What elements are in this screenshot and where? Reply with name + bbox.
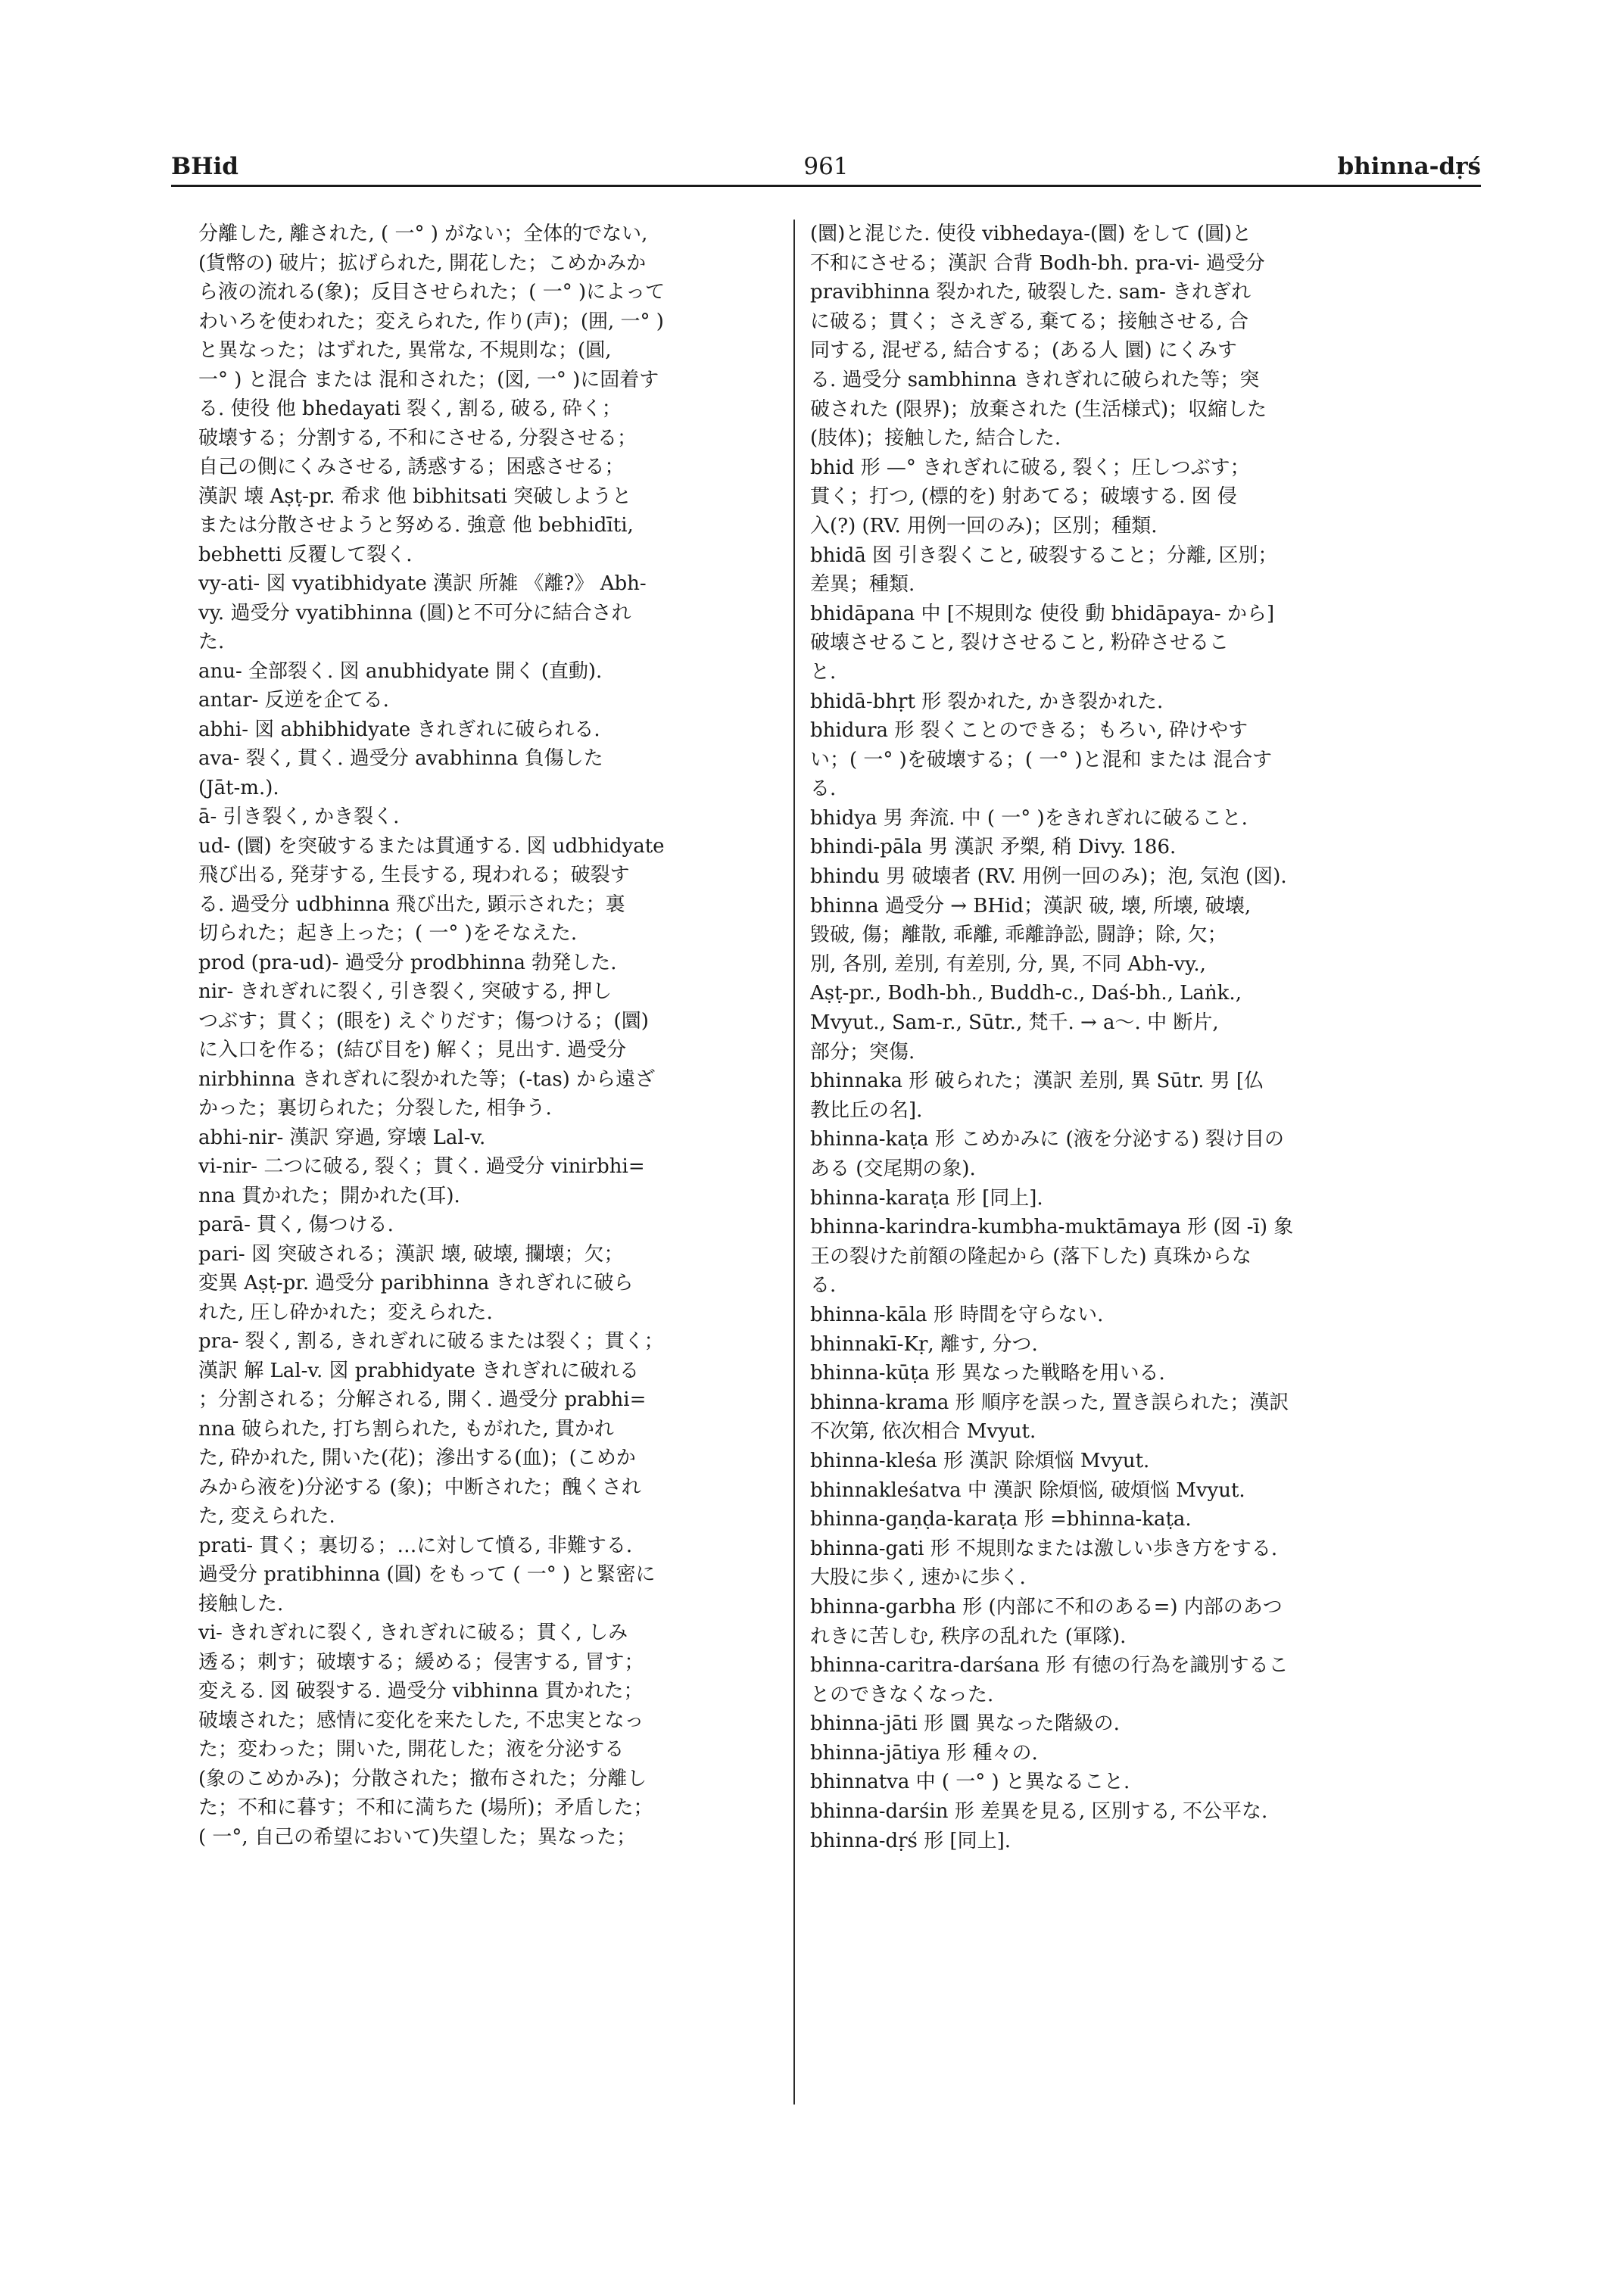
- text-line: bhinnatva 中 ( 一° ) と異なること.: [810, 1771, 1130, 1794]
- text-line: vy. 過受分 vyatibhinna (圓)と不可分に結合され: [198, 601, 631, 625]
- text-line: ud- (圜) を突破するまたは貫通する. 図 udbhidyate: [198, 834, 665, 858]
- text-line: Aṣṭ-pr., Bodh-bh., Buddh-c., Daś-bh., Laṅk.,: [810, 982, 1242, 1005]
- text-line: 不次第, 依次相合 Mvyut.: [810, 1420, 1036, 1444]
- text-line: る. 過受分 sambhinna きれぎれに破られた等；突: [810, 368, 1260, 391]
- text-line: vi- きれぎれに裂く, きれぎれに破る；貫く, しみ: [198, 1622, 628, 1644]
- text-line: 貫く；打つ, (標的を) 射あてる；破壊する. 囡 侵: [810, 485, 1237, 509]
- text-line: bhinna-kūṭa 形 異なった戦略を用いる.: [810, 1362, 1165, 1385]
- text-line: (肢体)；接触した, 結合した.: [810, 427, 1061, 450]
- text-line: 一° ) と混合 または 混和された；(図, 一° )に固着す: [198, 368, 659, 391]
- text-line: れきに苦しむ, 秩序の乱れた (軍隊).: [810, 1625, 1127, 1648]
- text-line: と異なった；はずれた, 異常な, 不規則な；(圓,: [198, 339, 612, 362]
- text-line: 破壊された；感情に変化を来たした, 不忠実となっ: [198, 1709, 644, 1732]
- text-line: bhid 形 —° きれぎれに破る, 裂く；圧しつぶす；: [810, 456, 1250, 479]
- text-line: に破る；貫く；さえぎる, 棄てる；接触させる, 合: [810, 310, 1249, 333]
- text-line: た；不和に暮す；不和に満ちた (場所)；矛盾した；: [198, 1796, 653, 1819]
- text-line: nna 貫かれた；開かれた(耳).: [198, 1184, 460, 1207]
- text-line: abhi- 図 abhibhidyate きれぎれに破られる.: [198, 718, 600, 741]
- text-line: 大股に歩く, 速かに歩く.: [810, 1566, 1026, 1590]
- text-line: 入(?) (RV. 用例一回のみ)；区別；種類.: [810, 514, 1158, 537]
- text-line: bhidā-bhṛt 形 裂かれた, かき裂かれた.: [810, 690, 1164, 713]
- text-line: た；変わった；開いた, 開花した；液を分泌する: [198, 1738, 625, 1761]
- text-line: prod (pra-ud)- 過受分 prodbhinna 勃発した.: [198, 951, 617, 974]
- text-line: bhinnaka 形 破られた；漢訳 差別, 異 Sūtr. 男 [仏: [810, 1070, 1264, 1093]
- text-line: bhinnakleśatva 中 漢訳 除煩悩, 破煩悩 Mvyut.: [810, 1478, 1245, 1502]
- text-line: とのできなくなった.: [810, 1683, 994, 1706]
- text-line: 毀破, 傷；離散, 乖離, 乖離諍訟, 闘諍；除, 欠；: [810, 924, 1227, 947]
- text-line: る.: [810, 1274, 837, 1298]
- header-left-guide-word: BHid: [171, 153, 238, 180]
- text-line: abhi-nir- 漢訳 穿過, 穿壊 Lal-v.: [198, 1126, 486, 1149]
- text-line: bhinna-gaṇḍa-karaṭa 形 =bhinna-kaṭa.: [810, 1508, 1192, 1531]
- text-line: 不和にさせる；漢訳 合背 Bodh-bh. pra-vi- 過受分: [810, 251, 1265, 275]
- text-line: bhidā 囡 引き裂くこと, 破裂すること；分離, 区別；: [810, 544, 1278, 567]
- text-line: bebhetti 反覆して裂く.: [198, 543, 413, 566]
- text-line: 別, 各別, 差別, 有差別, 分, 異, 不同 Abh-vy.,: [810, 952, 1206, 976]
- text-line: 漢訳 壊 Aṣṭ-pr. 希求 他 bibhitsati 突破しようと: [198, 484, 632, 508]
- text-line: る.: [810, 777, 837, 801]
- text-line: bhinna-garbha 形 (内部に不和のある=) 内部のあつ: [810, 1595, 1283, 1618]
- text-line: 変える. 図 破裂する. 過受分 vibhinna 貫かれた；: [198, 1680, 644, 1703]
- text-line: ある (交尾期の象).: [810, 1157, 976, 1180]
- text-line: nir- きれぎれに裂く, 引き裂く, 突破する, 押し: [198, 980, 613, 1003]
- text-line: 接触した.: [198, 1592, 284, 1615]
- text-line: parā- 貫く, 傷つける.: [198, 1213, 394, 1236]
- text-line: た.: [198, 631, 225, 653]
- text-line: 破壊する；分割する, 不和にさせる, 分裂させる；: [198, 426, 637, 450]
- text-line: Mvyut., Sam-r., Sūtr., 梵千. → a～. 中 断片,: [810, 1011, 1219, 1035]
- text-line: bhidāpana 中 [不規則な 使役 動 bhidāpaya- から]: [810, 602, 1275, 625]
- text-line: bhindi-pāla 男 漢訳 矛槊, 稍 Divy. 186.: [810, 836, 1177, 859]
- text-line: 変異 Aṣṭ-pr. 過受分 paribhinna きれぎれに破ら: [198, 1272, 634, 1294]
- text-line: bhidura 形 裂くことのできる；もろい, 砕けやす: [810, 719, 1248, 743]
- text-line: nirbhinna きれぎれに裂かれた等；(-tas) から遠ざ: [198, 1067, 656, 1091]
- text-line: た, 砕かれた, 開いた(花)；滲出する(血)；(こめか: [198, 1447, 636, 1469]
- text-line: bhidya 男 奔流. 中 ( 一° )をきれぎれに破ること.: [810, 806, 1248, 830]
- text-line: bhinna-dṛś 形 [同上].: [810, 1829, 1011, 1852]
- text-line: bhinna-kleśa 形 漢訳 除煩悩 Mvyut.: [810, 1449, 1150, 1472]
- text-line: ；分割される；分解される, 開く. 過受分 prabhi=: [198, 1388, 647, 1411]
- text-line: 自己の側にくみさせる, 誘惑する；困惑させる；: [198, 456, 625, 478]
- right-column: [810, 220, 1461, 1855]
- text-line: (Jāt-m.).: [198, 776, 279, 799]
- header-rule: [171, 185, 1481, 187]
- text-line: かった；裏切られた；分裂した, 相争う.: [198, 1097, 552, 1120]
- text-line: bhinna-darśin 形 差異を見る, 区別する, 不公平な.: [810, 1800, 1268, 1824]
- text-line: anu- 全部裂く. 図 anubhidyate 開く (直動).: [198, 659, 603, 683]
- text-line: 切られた；起き上った；( 一° )をそなえた.: [198, 922, 578, 945]
- text-line: bhinna-caritra-darśana 形 有徳の行為を識別するこ: [810, 1654, 1289, 1678]
- text-line: 差異；種類.: [810, 573, 915, 597]
- text-line: bhinna 過受分 → BHid；漢訳 破, 壊, 所壊, 破壊,: [810, 894, 1252, 918]
- text-line: pra- 裂く, 割る, きれぎれに破るまたは裂く；貫く；: [198, 1330, 664, 1353]
- text-line: 同する, 混ぜる, 結合する；(ある人 圜) にくみす: [810, 339, 1237, 363]
- text-line: (象のこめかみ)；分散された；撤布された；分離し: [198, 1767, 647, 1790]
- text-line: 部分；突傷.: [810, 1040, 915, 1064]
- text-line: (圜)と混じた. 使役 vibhedaya-(圜) をして (圓)と: [810, 223, 1252, 245]
- text-line: 破壊させること, 裂けさせること, 粉砕させるこ: [810, 631, 1230, 655]
- text-line: bhinnakī-Kṛ, 離す, 分つ.: [810, 1332, 1038, 1356]
- text-line: bhinna-karaṭa 形 [同上].: [810, 1186, 1043, 1210]
- text-line: または分散させようと努める. 強意 他 bebhidīti,: [198, 514, 634, 537]
- text-line: 王の裂けた前額の隆起から (落下した) 真珠からな: [810, 1245, 1252, 1268]
- text-line: ā- 引き裂く, かき裂く.: [198, 805, 400, 828]
- text-line: つぶす；貫く；(眼を) えぐりだす；傷つける；(圜): [198, 1009, 649, 1033]
- text-line: 飛び出る, 発芽する, 生長する, 現われる；破裂す: [198, 864, 630, 886]
- text-line: ( 一°, 自己の希望において)失望した；異なった；: [198, 1825, 637, 1849]
- text-line: 漢訳 解 Lal-v. 図 prabhidyate きれぎれに破れる: [198, 1359, 640, 1382]
- header-right-guide-word: bhinna-dṛś: [1337, 153, 1481, 180]
- page-header: [171, 151, 1481, 197]
- text-line: わいろを使われた；変えられた, 作り(声)；(囲, 一° ): [198, 310, 664, 333]
- text-line: bhinna-kaṭa 形 こめかみに (液を分泌する) 裂け目の: [810, 1128, 1285, 1151]
- text-line: れた, 圧し砕かれた；変えられた.: [198, 1301, 493, 1324]
- text-line: bhinna-gati 形 不規則なまたは激しい歩き方をする.: [810, 1537, 1278, 1560]
- text-line: る. 過受分 udbhinna 飛び出た, 顕示された；裏: [198, 893, 625, 916]
- text-line: と.: [810, 660, 837, 684]
- text-line: bhinna-jāti 形 圜 異なった階級の.: [810, 1712, 1120, 1736]
- text-line: bhinna-kāla 形 時間を守らない.: [810, 1303, 1104, 1326]
- text-line: nna 破られた, 打ち割られた, もがれた, 貫かれ: [198, 1417, 614, 1441]
- column-divider: [793, 220, 795, 2105]
- text-line: 分離した, 離された, ( 一° ) がない；全体的でない,: [198, 223, 648, 245]
- text-line: 過受分 pratibhinna (圓) をもって ( 一° ) と緊密に: [198, 1563, 656, 1586]
- text-line: ら液の流れる(象)；反目させられた；( 一° )によって: [198, 281, 665, 304]
- text-line: vy-ati- 図 vyatibhidyate 漢訳 所雑 《離?》 Abh-: [198, 572, 647, 595]
- text-line: prati- 貫く；裏切る；…に対して憤る, 非難する.: [198, 1534, 633, 1557]
- text-line: みから液を)分泌する (象)；中断された；醜くされ: [198, 1475, 641, 1499]
- text-line: (貨幣の) 破片；拡げられた, 開花した；こめかみか: [198, 251, 647, 275]
- text-line: bhindu 男 破壊者 (RV. 用例一回のみ)；泡, 気泡 (図).: [810, 865, 1287, 889]
- text-line: bhinna-jātiya 形 種々の.: [810, 1741, 1038, 1765]
- text-line: vi-nir- 二つに破る, 裂く；貫く. 過受分 vinirbhi=: [198, 1155, 645, 1178]
- page-number: 961: [803, 153, 849, 180]
- text-line: 教比丘の名].: [810, 1098, 923, 1122]
- text-line: る. 使役 他 bhedayati 裂く, 割る, 破る, 砕く；: [198, 397, 622, 420]
- text-line: た, 変えられた.: [198, 1505, 335, 1528]
- text-line: ava- 裂く, 貫く. 過受分 avabhinna 負傷した: [198, 747, 603, 770]
- text-line: 透る；刺す；破壊する；緩める；侵害する, 冒す；: [198, 1650, 644, 1674]
- text-line: pravibhinna 裂かれた, 破裂した. sam- きれぎれ: [810, 281, 1252, 304]
- text-line: に入口を作る；(結び目を) 解く；見出す. 過受分: [198, 1039, 627, 1061]
- text-line: bhinna-karindra-kumbha-muktāmaya 形 (囡 -ī) 象: [810, 1216, 1294, 1239]
- left-column: [198, 220, 812, 1852]
- text-line: 破された (限界)；放棄された (生活様式)；収縮した: [810, 397, 1267, 421]
- text-line: い；( 一° )を破壊する；( 一° )と混和 または 混合す: [810, 748, 1273, 771]
- text-line: antar- 反逆を企てる.: [198, 689, 389, 712]
- text-line: bhinna-krama 形 順序を誤った, 置き誤られた；漢訳: [810, 1391, 1289, 1414]
- text-line: pari- 図 突破される；漢訳 壊, 破壊, 攔壊；欠；: [198, 1242, 624, 1266]
